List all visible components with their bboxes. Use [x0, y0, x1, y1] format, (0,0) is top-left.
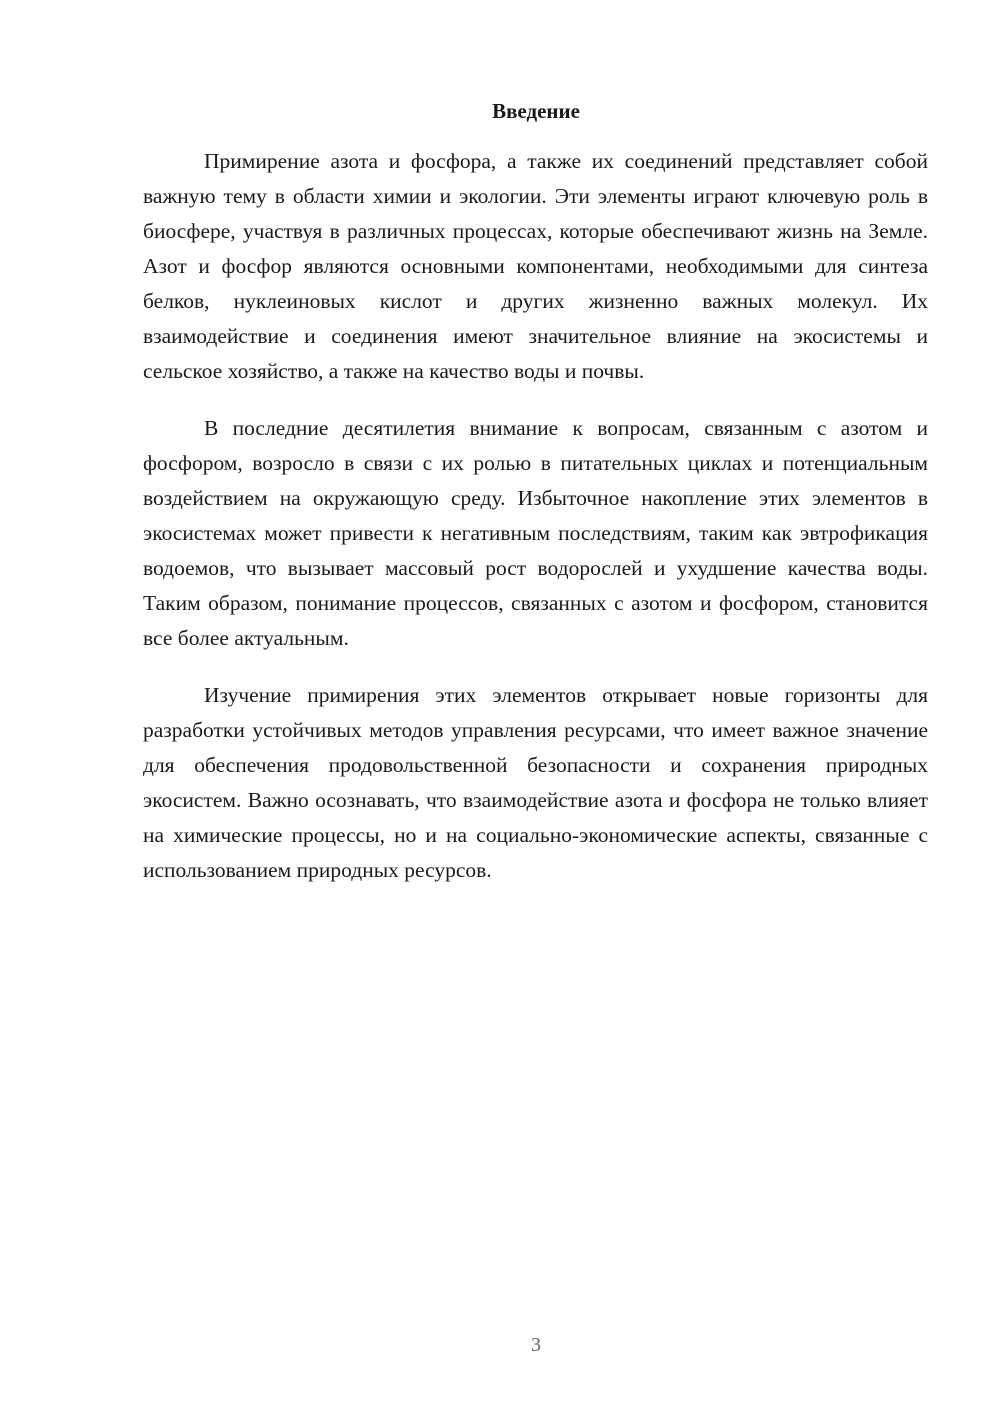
paragraph-1: Примирение азота и фосфора, а также их соединений представляет собой важную тему в области химии и экологии. Эти элементы играют ключевую роль в биосфере, участвуя в различных процессах, которые обеспечивают жизнь на Земле. Азот и фосфор являются основными компонентами, необходимыми для синтеза белков, нуклеиновых кислот и других жизненно важных молекул. Их взаимодействие и соединения имеют значительное влияние на экосистемы и сельское хозяйство, а также на качество воды и почвы.: [143, 149, 928, 383]
page-title: Введение: [492, 99, 580, 123]
body-text: [143, 144, 928, 910]
page-number: 3: [531, 1334, 541, 1356]
paragraph-2: В последние десятилетия внимание к вопросам, связанным с азотом и фосфором, возросло в связи с их ролью в питательных циклах и потенциальным воздействием на окружающую среду. Избыточное накопление этих элементов в экосистемах может привести к негативным последствиям, таким как эвтрофикация водоемов, что вызывает массовый рост водорослей и ухудшение качества воды. Таким образом, понимание процессов, связанных с азотом и фосфором, становится все более актуальным.: [143, 416, 928, 650]
paragraph-3: Изучение примирения этих элементов открывает новые горизонты для разработки устойчивых методов управления ресурсами, что имеет важное значение для обеспечения продовольственной безопасности и сохранения природных экосистем. Важно осознавать, что взаимодействие азота и фосфора не только влияет на химические процессы, но и на социально-экономические аспекты, связанные с использованием природных ресурсов.: [143, 683, 928, 882]
